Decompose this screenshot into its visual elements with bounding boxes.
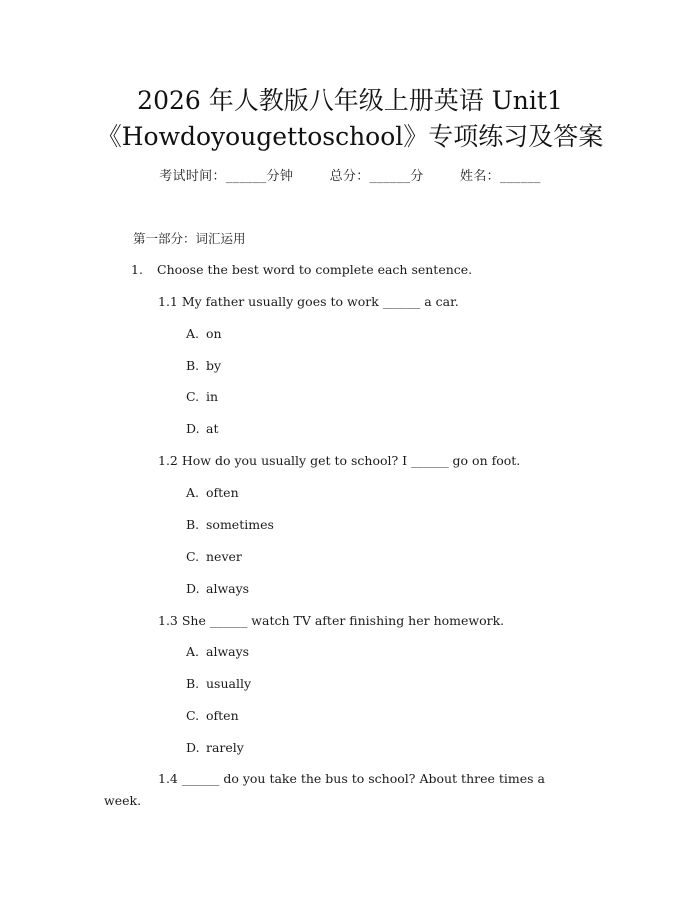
option-letter: C. bbox=[186, 708, 200, 723]
exam-info-row bbox=[0, 167, 700, 187]
option-letter: C. bbox=[186, 549, 200, 564]
item-1-4-prompt: 1.4 ______ do you take the bus to school? About three times a week. bbox=[104, 771, 545, 808]
option-b bbox=[186, 675, 251, 693]
option-c bbox=[186, 548, 242, 566]
option-c bbox=[186, 388, 218, 406]
option-letter: D. bbox=[186, 581, 200, 596]
total-score-field: 总分：______分 bbox=[329, 169, 424, 184]
option-d bbox=[186, 420, 218, 438]
option-text: never bbox=[206, 549, 242, 564]
section-heading: 第一部分：词汇运用 bbox=[133, 231, 246, 246]
option-a bbox=[186, 484, 239, 502]
option-text: at bbox=[206, 421, 219, 436]
item-1-3-prompt: 1.3 She ______ watch TV after finishing her homework. bbox=[158, 613, 505, 628]
option-text: always bbox=[206, 644, 250, 659]
option-letter: B. bbox=[186, 358, 200, 373]
option-text: rarely bbox=[206, 740, 244, 755]
question-1 bbox=[131, 261, 472, 279]
option-text: on bbox=[206, 326, 222, 341]
option-text: often bbox=[206, 708, 239, 723]
option-a bbox=[186, 643, 249, 661]
option-text: usually bbox=[206, 676, 252, 691]
option-text: often bbox=[206, 485, 239, 500]
student-name-field: 姓名：______ bbox=[460, 169, 541, 184]
option-b bbox=[186, 357, 221, 375]
exam-time-field: 考试时间：______分钟 bbox=[159, 169, 294, 184]
option-d bbox=[186, 739, 244, 757]
document-title-line-1: 2026 年人教版八年级上册英语 Unit1 bbox=[137, 86, 563, 115]
option-letter: A. bbox=[186, 485, 200, 500]
option-letter: B. bbox=[186, 517, 200, 532]
option-letter: B. bbox=[186, 676, 200, 691]
option-a bbox=[186, 325, 222, 343]
option-text: by bbox=[206, 358, 222, 373]
item-1-2-prompt: 1.2 How do you usually get to school? I ______ go on foot. bbox=[158, 453, 521, 468]
option-d bbox=[186, 580, 249, 598]
option-letter: D. bbox=[186, 421, 200, 436]
option-b bbox=[186, 516, 274, 534]
option-letter: A. bbox=[186, 326, 200, 341]
option-c bbox=[186, 707, 239, 725]
option-letter: C. bbox=[186, 389, 200, 404]
item-1-1-prompt: 1.1 My father usually goes to work ______ a car. bbox=[158, 294, 459, 309]
option-letter: D. bbox=[186, 740, 200, 755]
option-text: always bbox=[206, 581, 250, 596]
document-title-line-2: 《Howdoyougettoschool》专项练习及答案 bbox=[96, 122, 604, 151]
option-text: sometimes bbox=[206, 517, 274, 532]
option-letter: A. bbox=[186, 644, 200, 659]
question-instruction: Choose the best word to complete each sentence. bbox=[157, 262, 473, 277]
question-number: 1. bbox=[131, 262, 143, 277]
option-text: in bbox=[206, 389, 219, 404]
